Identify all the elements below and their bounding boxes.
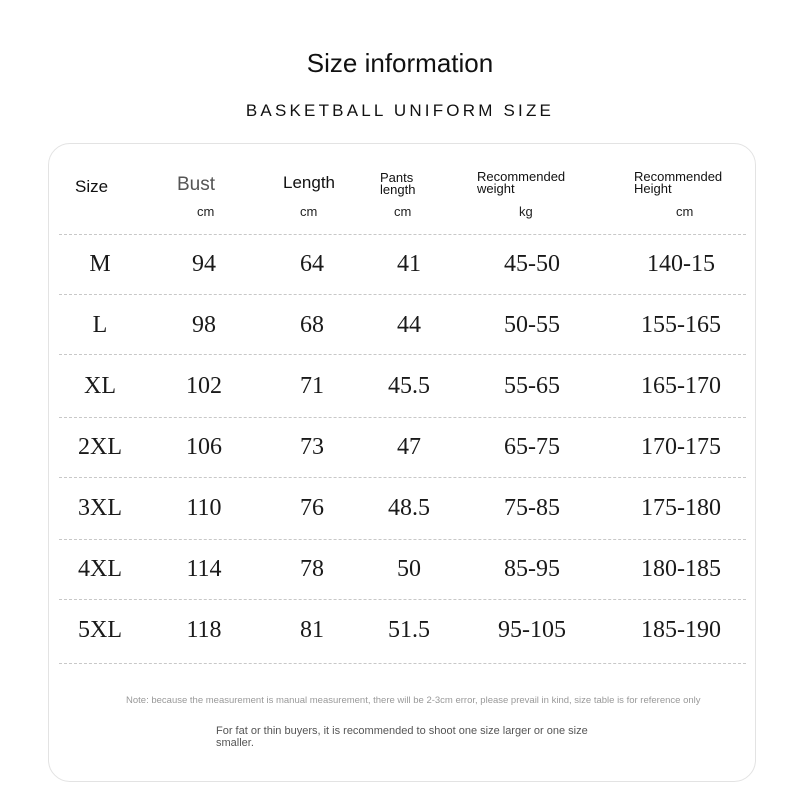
header-pants-line1: Pants (380, 170, 414, 185)
cell-size: 5XL (78, 617, 122, 643)
cell-pants-length: 45.5 (388, 373, 430, 399)
cell-height: 165-170 (641, 373, 721, 399)
cell-weight: 95-105 (498, 617, 566, 643)
cell-length: 68 (300, 312, 324, 338)
header-height-line1: Recommended (634, 169, 723, 184)
header-weight-line2: weight (477, 181, 515, 196)
size-table-card (48, 143, 756, 782)
cell-pants-length: 44 (397, 312, 421, 338)
cell-size: 2XL (78, 434, 122, 460)
cell-weight: 55-65 (504, 373, 560, 399)
cell-pants-length: 47 (397, 434, 421, 460)
cell-pants-length: 48.5 (388, 495, 430, 521)
cell-weight: 85-95 (504, 556, 560, 582)
table-row (49, 539, 757, 599)
cell-weight: 50-55 (504, 312, 560, 338)
cell-length: 76 (300, 495, 324, 521)
cell-height: 170-175 (641, 434, 721, 460)
cell-pants-length: 41 (397, 251, 421, 277)
table-row (49, 295, 757, 355)
cell-length: 81 (300, 617, 324, 643)
header-pants-length (380, 172, 415, 196)
cell-size: M (89, 251, 111, 277)
header-weight-unit: kg (519, 204, 533, 219)
table-row (49, 417, 757, 477)
header-height-line2: Height (634, 181, 672, 196)
header-recommended-weight (477, 171, 565, 195)
cell-height: 185-190 (641, 617, 721, 643)
cell-length: 71 (300, 373, 324, 399)
cell-pants-length: 50 (397, 556, 421, 582)
header-size: Size (75, 177, 109, 196)
cell-pants-length: 51.5 (388, 617, 430, 643)
header-length-unit: cm (300, 204, 318, 219)
cell-height: 180-185 (641, 556, 721, 582)
cell-weight: 65-75 (504, 434, 560, 460)
header-length: Length (283, 173, 335, 192)
cell-bust: 98 (192, 312, 216, 338)
cell-bust: 118 (186, 617, 222, 643)
measurement-note: Note: because the measurement is manual measurement, there will be 2-3cm error, please prevail in kind, size table is for reference only (126, 695, 701, 706)
page-subtitle: BASKETBALL UNIFORM SIZE (245, 101, 555, 120)
buyer-note: For fat or thin buyers, it is recommended to shoot one size larger or one size smaller. (216, 725, 588, 749)
cell-size: 3XL (78, 495, 122, 521)
cell-bust: 110 (186, 495, 222, 521)
cell-bust: 114 (186, 556, 222, 582)
cell-height: 175-180 (641, 495, 721, 521)
cell-bust: 94 (192, 251, 216, 277)
page-title: Size information (306, 48, 494, 78)
cell-size: XL (84, 373, 116, 399)
header-height-unit: cm (676, 204, 694, 219)
row-divider (59, 354, 746, 355)
header-bust-unit: cm (197, 204, 215, 219)
row-divider (59, 663, 746, 664)
header-pants-unit: cm (394, 204, 412, 219)
cell-length: 78 (300, 556, 324, 582)
cell-weight: 45-50 (504, 251, 560, 277)
cell-height: 140-15 (647, 251, 715, 277)
cell-bust: 106 (186, 434, 222, 460)
header-recommended-height (634, 171, 722, 195)
cell-size: L (92, 312, 108, 338)
cell-length: 73 (300, 434, 324, 460)
table-row (49, 234, 757, 294)
cell-weight: 75-85 (504, 495, 560, 521)
header-weight-line1: Recommended (477, 169, 566, 184)
cell-length: 64 (300, 251, 324, 277)
cell-size: 4XL (78, 556, 122, 582)
header-bust: Bust (177, 174, 216, 195)
table-row (49, 600, 757, 660)
table-row (49, 356, 757, 416)
header-pants-line2: length (380, 182, 416, 197)
cell-bust: 102 (186, 373, 222, 399)
cell-height: 155-165 (641, 312, 721, 338)
table-row (49, 478, 757, 538)
